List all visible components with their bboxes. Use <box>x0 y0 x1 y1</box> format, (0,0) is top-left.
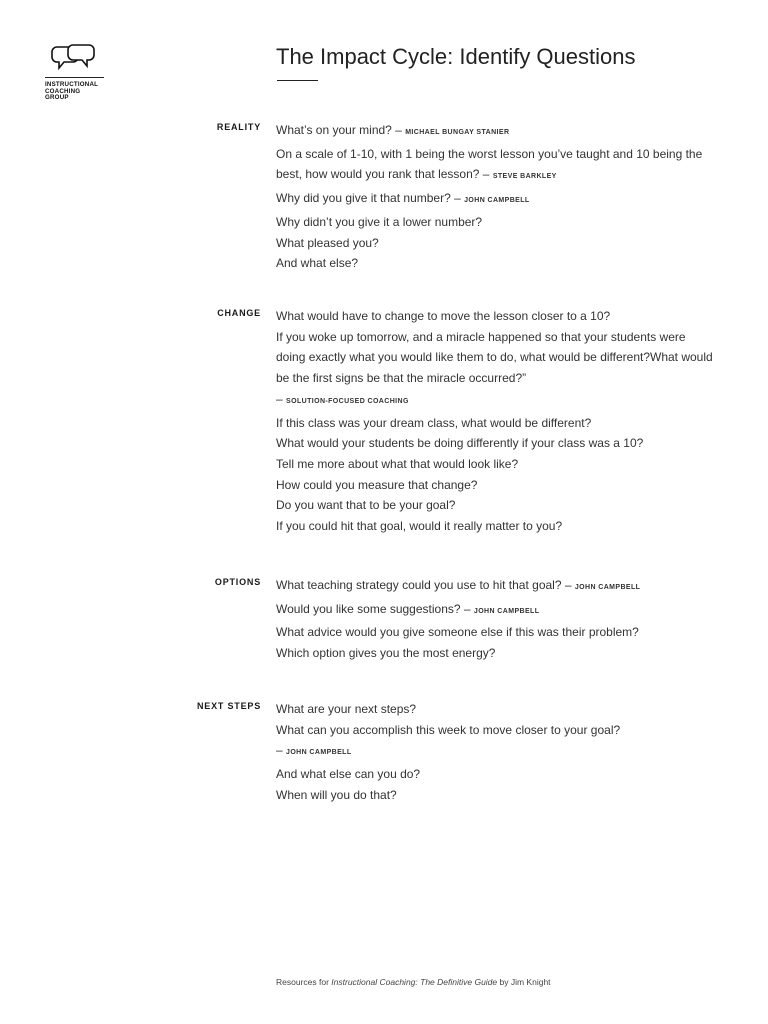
attribution: JOHN CAMPBELL <box>473 607 540 615</box>
logo <box>45 44 107 102</box>
question-text: And what else? <box>276 256 359 271</box>
logo-divider <box>45 77 104 78</box>
footer-prefix: Resources for <box>276 977 329 987</box>
attribution-line <box>276 389 716 413</box>
question-item <box>276 516 716 537</box>
question-item <box>276 306 716 327</box>
question-item <box>276 144 716 188</box>
question-text: What can you accomplish this week to move closer to your goal? <box>276 722 621 737</box>
question-item <box>276 643 716 664</box>
question-item <box>276 720 716 741</box>
question-text: What’s on your mind? – <box>276 123 402 137</box>
attribution: JOHN CAMPBELL <box>464 197 530 205</box>
question-text: Why did you give it that number? – <box>276 191 461 206</box>
attribution: JOHN CAMPBELL <box>574 584 641 591</box>
title-underline <box>277 80 318 81</box>
question-list-next-steps <box>276 699 716 806</box>
question-item <box>276 413 716 434</box>
question-text: What are your next steps? <box>276 702 417 716</box>
question-item <box>276 699 716 720</box>
logo-line-3: GROUP <box>45 94 69 102</box>
attribution-dash: – <box>276 391 283 406</box>
question-text: What would have to change to move the lesson closer to a 10? <box>276 309 611 323</box>
logo-line-2: COACHING <box>45 87 81 95</box>
question-item <box>276 575 716 599</box>
question-text: On a scale of 1-10, with 1 being the worst lesson you’ve taught and 10 being the best, how would you rank that lesson? – <box>276 146 703 182</box>
question-list-options <box>276 575 716 664</box>
question-text: What advice would you give someone else if this was their problem? <box>276 625 639 640</box>
question-text: If this class was your dream class, what would be different? <box>276 415 592 430</box>
section-label-change: CHANGE <box>217 308 261 318</box>
question-item <box>276 475 716 496</box>
question-text: Tell me more about what that would look like? <box>276 456 519 471</box>
question-item <box>276 599 716 623</box>
question-text: When will you do that? <box>276 787 397 802</box>
page-title: The Impact Cycle: Identify Questions <box>276 44 636 69</box>
question-item <box>276 233 716 254</box>
attribution-dash: – <box>276 743 283 758</box>
question-item <box>276 212 716 233</box>
question-text: What teaching strategy could you use to hit that goal? – <box>276 578 572 592</box>
question-item <box>276 454 716 475</box>
question-item <box>276 495 716 516</box>
logo-wordmark <box>45 82 107 102</box>
footer-book-title: Instructional Coaching: The Definitive Guide <box>331 977 498 987</box>
attribution: STEVE BARKLEY <box>492 173 557 181</box>
question-text: Do you want that to be your goal? <box>276 498 456 513</box>
footer <box>276 977 551 987</box>
attribution: MICHAEL BUNGAY STANIER <box>405 129 510 136</box>
question-item <box>276 785 716 806</box>
question-text: Why didn’t you give it a lower number? <box>276 214 483 229</box>
question-list-change <box>276 306 716 537</box>
question-text: And what else can you do? <box>276 767 421 782</box>
question-item <box>276 764 716 785</box>
attribution: SOLUTION-FOCUSED COACHING <box>286 397 409 405</box>
attribution-line <box>276 740 716 764</box>
question-item <box>276 327 716 389</box>
question-item <box>276 120 716 144</box>
question-list-reality <box>276 120 716 274</box>
section-label-reality: REALITY <box>216 122 261 132</box>
speech-bubbles-icon <box>51 44 97 72</box>
question-item <box>276 433 716 454</box>
question-text: What would your students be doing differently if your class was a 10? <box>276 436 644 451</box>
question-text: What pleased you? <box>276 235 379 250</box>
question-item <box>276 622 716 643</box>
footer-author: by Jim Knight <box>499 977 551 987</box>
attribution: JOHN CAMPBELL <box>286 749 352 757</box>
question-text: If you could hit that goal, would it really matter to you? <box>276 519 563 534</box>
question-item <box>276 188 716 212</box>
logo-line-1: INSTRUCTIONAL <box>45 81 99 88</box>
question-text: Would you like some suggestions? – <box>276 601 471 616</box>
section-label-options: OPTIONS <box>214 577 261 587</box>
question-text: Which option gives you the most energy? <box>276 646 496 661</box>
question-item <box>276 253 716 274</box>
section-label-next-steps: NEXT STEPS <box>196 701 261 711</box>
question-text: If you woke up tomorrow, and a miracle happened so that your students were doing exactly what you would like them to do, what would be different?What would be the first signs be that the miracle occurred?” <box>276 329 713 386</box>
question-text: How could you measure that change? <box>276 477 478 492</box>
